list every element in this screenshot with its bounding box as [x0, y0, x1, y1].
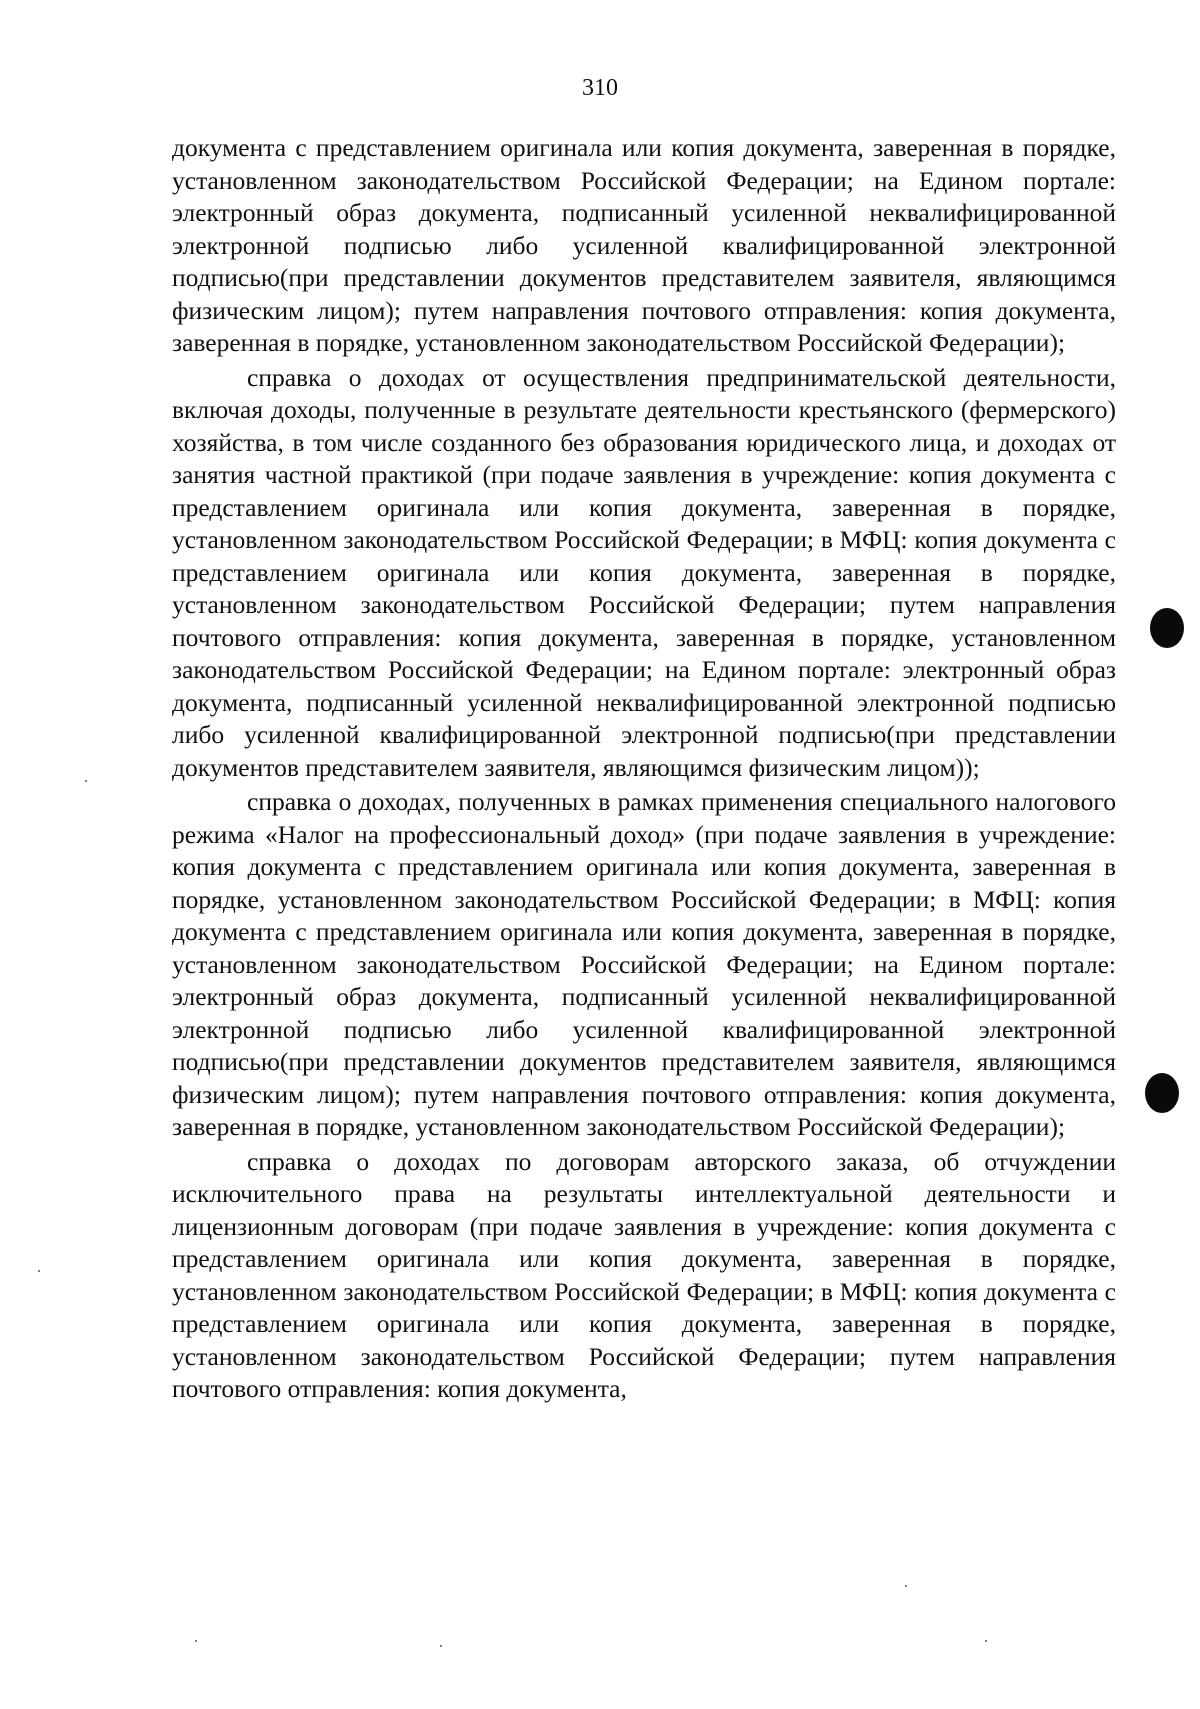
paragraph-business-income-certificate: справка о доходах от осуществления предпринимательской деятельности, включая доходы, полученные в результате деятельности крестьянского (фермерского) хозяйства, в том числе созданного без образования юридического лица, и доходах от занятия частной практикой (при подаче заявления в учреждение: копия документа с представлением оригинала или копия документа, заверенная в порядке, установленном законодательством Российской Федерации; в МФЦ: копия документа с представлением оригинала или копия документа, заверенная в порядке, установленном законодательством Российской Федерации; путем направления почтового отправления: копия документа, заверенная в порядке, установленном законодательством Российской Федерации; на Едином портале: электронный образ документа, подписанный усиленной неквалифицированной электронной подписью либо усиленной квалифицированной электронной подписью(при представлении документов представителем заявителя, являющимся физическим лицом)); [172, 362, 1116, 782]
punch-hole-mark [1150, 608, 1184, 648]
document-body [172, 132, 1116, 1406]
scan-speck [38, 1270, 40, 1272]
scan-speck [440, 1645, 442, 1647]
page-number: 310 [582, 75, 618, 101]
punch-hole-mark [1145, 1073, 1179, 1113]
scan-speck [195, 1640, 197, 1642]
scan-speck [985, 1640, 987, 1642]
paragraph-continuation: документа с представлением оригинала или копия документа, заверенная в порядке, установленном законодательством Российской Федерации; на Едином портале: электронный образ документа, подписанный усиленной неквалифицированной электронной подписью либо усиленной квалифицированной электронной подписью(при представлении документов представителем заявителя, являющимся физическим лицом); путем направления почтового отправления: копия документа, заверенная в порядке, установленном законодательством Российской Федерации); [172, 133, 1116, 357]
paragraph-author-contract-income-certificate: справка о доходах по договорам авторского заказа, об отчуждении исключительного права на результаты интеллектуальной деятельности и лицензионным договорам (при подаче заявления в учреждение: копия документа с представлением оригинала или копия документа, заверенная в порядке, установленном законодательством Российской Федерации; в МФЦ: копия документа с представлением оригинала или копия документа, заверенная в порядке, установленном законодательством Российской Федерации; путем направления почтового отправления: копия документа, [172, 1146, 1116, 1403]
scan-speck [905, 1585, 907, 1587]
scan-speck [85, 780, 87, 782]
paragraph-professional-income-tax-certificate: справка о доходах, полученных в рамках применения специального налогового режима «Налог на профессиональный доход» (при подаче заявления в учреждение: копия документа с представлением оригинала или копия документа, заверенная в порядке, установленном законодательством Российской Федерации; в МФЦ: копия документа с представлением оригинала или копия документа, заверенная в порядке, установленном законодательством Российской Федерации; на Едином портале: электронный образ документа, подписанный усиленной неквалифицированной электронной подписью либо усиленной квалифицированной электронной подписью(при представлении документов представителем заявителя, являющимся физическим лицом); путем направления почтового отправления: копия документа, заверенная в порядке, установленном законодательством Российской Федерации); [172, 787, 1116, 1141]
